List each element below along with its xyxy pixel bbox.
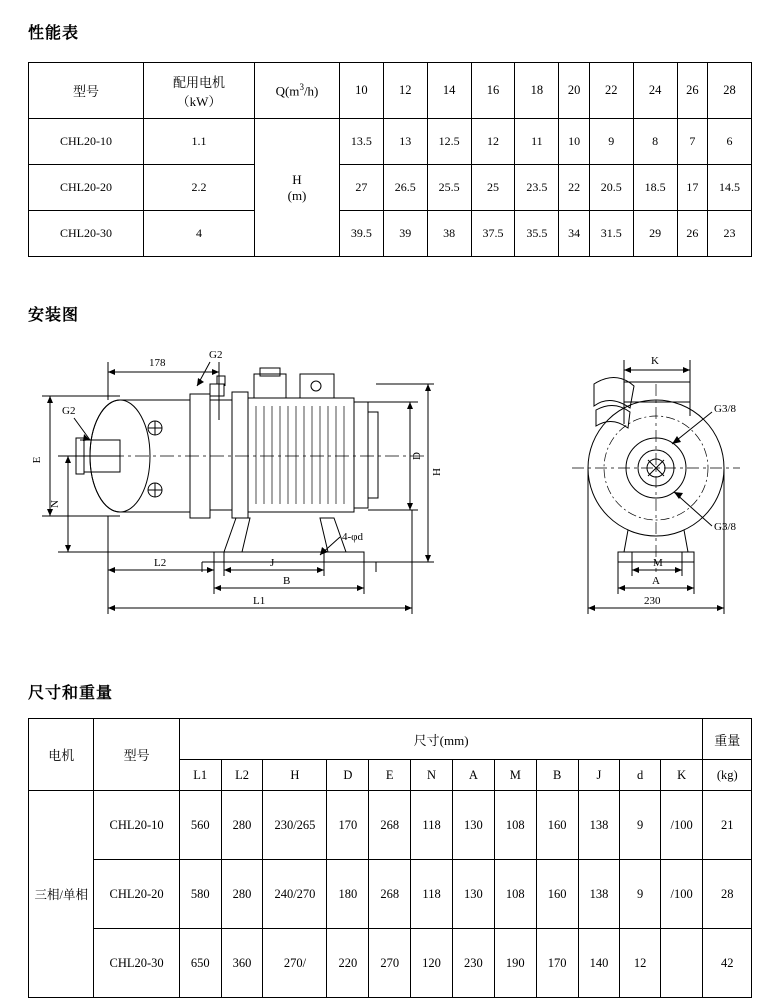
row-power-1: 2.2: [144, 165, 255, 211]
performance-section-title: 性能表: [28, 25, 80, 42]
head-0-0: 13.5: [340, 119, 384, 165]
dim-0-M: 108: [494, 791, 536, 860]
header-col-K: K: [660, 760, 703, 791]
dim-0-B: 160: [536, 791, 578, 860]
label-N: N: [49, 500, 61, 508]
dim-0-weight: 21: [703, 791, 752, 860]
table-row: [29, 929, 752, 998]
dim-1-B: 160: [536, 860, 578, 929]
dim-0-J: 138: [578, 791, 620, 860]
flow-value-5: 20: [559, 63, 590, 119]
dim-1-D: 180: [327, 860, 369, 929]
dim-2-N: 120: [411, 929, 453, 998]
head-2-4: 35.5: [515, 211, 559, 257]
head-2-6: 31.5: [589, 211, 633, 257]
label-M: M: [653, 557, 663, 569]
header-col-J: J: [578, 760, 620, 791]
dim-1-weight: 28: [703, 860, 752, 929]
dim-model-2: CHL20-30: [94, 929, 179, 998]
header-motor: 电机: [29, 719, 94, 791]
head-1-0: 27: [340, 165, 384, 211]
flow-value-1: 12: [383, 63, 427, 119]
label-g38-bottom: G3/8: [714, 521, 736, 533]
dim-0-H: 230/265: [263, 791, 327, 860]
label-D: D: [411, 452, 423, 460]
table-row: [29, 860, 752, 929]
dim-0-L1: 560: [179, 791, 221, 860]
dim-2-M: 190: [494, 929, 536, 998]
header-size-group: 尺寸(mm): [179, 719, 703, 760]
head-1-2: 25.5: [427, 165, 471, 211]
head-0-9: 6: [708, 119, 752, 165]
dim-1-J: 138: [578, 860, 620, 929]
dim-1-K: /100: [660, 860, 703, 929]
dim-2-B: 170: [536, 929, 578, 998]
dim-1-N: 118: [411, 860, 453, 929]
flow-value-8: 26: [677, 63, 708, 119]
label-L2: L2: [154, 557, 167, 569]
dim-0-A: 130: [452, 791, 494, 860]
dim-0-K: /100: [660, 791, 703, 860]
table-header-row: [29, 63, 752, 119]
dim-2-L2: 360: [221, 929, 263, 998]
leader-g2-left: [74, 418, 90, 440]
header-col-M: M: [494, 760, 536, 791]
head-0-4: 11: [515, 119, 559, 165]
installation-section-title: 安装图: [28, 307, 80, 324]
dim-1-L1: 580: [179, 860, 221, 929]
dim-2-weight: 42: [703, 929, 752, 998]
header-col-D: D: [327, 760, 369, 791]
head-2-8: 26: [677, 211, 708, 257]
dim-0-L2: 280: [221, 791, 263, 860]
header-col-H: H: [263, 760, 327, 791]
dim-0-N: 118: [411, 791, 453, 860]
dim-1-A: 130: [452, 860, 494, 929]
label-178: 178: [149, 357, 166, 369]
motor-body: [232, 368, 378, 518]
head-1-9: 14.5: [708, 165, 752, 211]
label-g2-top: G2: [209, 349, 223, 361]
dim-1-M: 108: [494, 860, 536, 929]
head-1-5: 22: [559, 165, 590, 211]
head-2-0: 39.5: [340, 211, 384, 257]
row-model-0: CHL20-10: [29, 119, 144, 165]
dim-230: [588, 468, 724, 614]
head-0-5: 10: [559, 119, 590, 165]
flow-value-6: 22: [589, 63, 633, 119]
header-head: [255, 119, 340, 257]
head-0-1: 13: [383, 119, 427, 165]
table-row: [29, 791, 752, 860]
label-A: A: [652, 575, 660, 587]
dim-178: [108, 362, 219, 420]
dim-0-D: 170: [327, 791, 369, 860]
dim-2-d: 12: [620, 929, 660, 998]
head-1-4: 23.5: [515, 165, 559, 211]
label-230: 230: [644, 595, 661, 607]
row-model-1: CHL20-20: [29, 165, 144, 211]
installation-drawing: [24, 340, 756, 640]
dimensions-section-title: 尺寸和重量: [28, 685, 114, 702]
table-row: [29, 119, 752, 165]
label-K: K: [651, 355, 659, 367]
head-1-8: 17: [677, 165, 708, 211]
row-power-2: 4: [144, 211, 255, 257]
header-col-L1: L1: [179, 760, 221, 791]
head-0-3: 12: [471, 119, 515, 165]
header-col-N: N: [411, 760, 453, 791]
label-g38-top: G3/8: [714, 403, 736, 415]
dim-0-d: 9: [620, 791, 660, 860]
header-flow: $Q(m^3/h)$: [255, 63, 340, 119]
dim-H: [376, 384, 434, 562]
dim-model-0: CHL20-10: [94, 791, 179, 860]
dim-1-d: 9: [620, 860, 660, 929]
head-2-3: 37.5: [471, 211, 515, 257]
flow-value-3: 16: [471, 63, 515, 119]
dim-1-H: 240/270: [263, 860, 327, 929]
head-0-2: 12.5: [427, 119, 471, 165]
head-2-9: 23: [708, 211, 752, 257]
performance-table: [28, 62, 752, 257]
head-0-8: 7: [677, 119, 708, 165]
dim-2-E: 270: [369, 929, 411, 998]
header-col-d: d: [620, 760, 660, 791]
dimensions-table: [28, 718, 752, 998]
head-2-5: 34: [559, 211, 590, 257]
head-0-6: 9: [589, 119, 633, 165]
dim-2-D: 220: [327, 929, 369, 998]
header-model: 型号: [29, 63, 144, 119]
flow-value-9: 28: [708, 63, 752, 119]
dim-2-K: [660, 929, 703, 998]
head-1-7: 18.5: [633, 165, 677, 211]
header-motor: [144, 63, 255, 119]
dim-2-H: 270/: [263, 929, 327, 998]
header-col-B: B: [536, 760, 578, 791]
label-J: J: [270, 557, 275, 569]
flow-value-7: 24: [633, 63, 677, 119]
label-L1: L1: [253, 595, 266, 607]
dim-1-L2: 280: [221, 860, 263, 929]
flow-value-0: 10: [340, 63, 384, 119]
row-power-0: 1.1: [144, 119, 255, 165]
header-motor-unit: （kW）: [176, 93, 222, 109]
label-g2-left: G2: [62, 405, 76, 417]
header-motor-label: 配用电机: [172, 74, 225, 90]
head-2-7: 29: [633, 211, 677, 257]
header-col-A: A: [452, 760, 494, 791]
head-0-7: 8: [633, 119, 677, 165]
label-H: H: [431, 468, 443, 476]
pump-neck: [190, 376, 232, 518]
label-E: E: [31, 456, 43, 464]
head-1-6: 20.5: [589, 165, 633, 211]
row-model-2: CHL20-30: [29, 211, 144, 257]
dim-2-J: 140: [578, 929, 620, 998]
header-weight: 重量: [703, 719, 752, 760]
header-head-unit: (m): [287, 187, 307, 203]
flow-value-4: 18: [515, 63, 559, 119]
header-col-E: E: [369, 760, 411, 791]
dim-2-A: 230: [452, 929, 494, 998]
table-row: [29, 165, 752, 211]
dim-2-L1: 650: [179, 929, 221, 998]
table-row: [29, 211, 752, 257]
head-1-3: 25: [471, 165, 515, 211]
dim-1-E: 268: [369, 860, 411, 929]
label-B: B: [283, 575, 291, 587]
label-holes: 4-φd: [342, 531, 364, 543]
flow-value-2: 14: [427, 63, 471, 119]
dim-model-1: CHL20-20: [94, 860, 179, 929]
head-1-1: 26.5: [383, 165, 427, 211]
dim-0-E: 268: [369, 791, 411, 860]
header-head-label: H: [292, 171, 302, 187]
motor-type-cell: 三相/单相: [29, 791, 94, 998]
header-model: 型号: [94, 719, 179, 791]
pump-base: [202, 518, 376, 572]
header-col-L2: L2: [221, 760, 263, 791]
table-header-row-1: [29, 719, 752, 760]
head-2-2: 38: [427, 211, 471, 257]
header-weight-unit: (kg): [703, 760, 752, 791]
head-2-1: 39: [383, 211, 427, 257]
